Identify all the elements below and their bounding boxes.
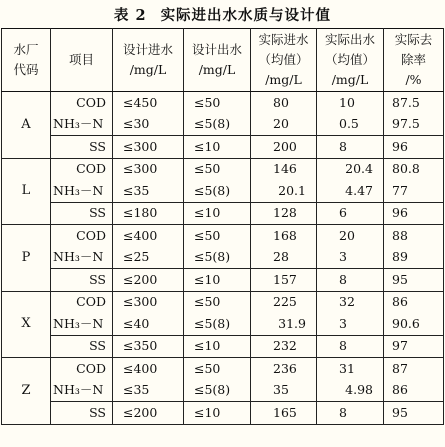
removal-rate-cell: 86 xyxy=(384,291,444,313)
design-in-cell: ≤30 xyxy=(113,114,184,136)
removal-rate-cell: 89 xyxy=(384,247,444,269)
removal-rate-cell: 86 xyxy=(384,380,444,402)
table-row xyxy=(2,402,444,425)
actual-out-cell: 3 xyxy=(317,247,384,269)
removal-rate-cell: 87 xyxy=(384,358,444,380)
table-row xyxy=(2,380,444,402)
table-row xyxy=(2,114,444,136)
table-row xyxy=(2,225,444,247)
design-out-cell: ≤50 xyxy=(184,92,251,114)
actual-in-cell: 80 xyxy=(251,92,317,114)
design-out-cell: ≤50 xyxy=(184,291,251,313)
actual-in-cell: 28 xyxy=(251,247,317,269)
table-title: 实际进出水水质与设计值 xyxy=(160,7,332,24)
header-actual-in: 实际进水 （均值） /mg/L xyxy=(251,29,317,92)
design-in-cell: ≤25 xyxy=(113,247,184,269)
actual-in-cell: 35 xyxy=(251,380,317,402)
design-out-cell: ≤5(8) xyxy=(184,247,251,269)
design-out-cell: ≤50 xyxy=(184,358,251,380)
design-out-cell: ≤5(8) xyxy=(184,380,251,402)
actual-in-cell: 165 xyxy=(251,402,317,425)
header-design-in: 设计进水 /mg/L xyxy=(113,29,184,92)
header-item: 项目 xyxy=(51,29,113,92)
item-cell: NH₃－N xyxy=(51,247,113,269)
actual-out-cell: 8 xyxy=(317,335,384,358)
item-cell: NH₃－N xyxy=(51,180,113,202)
design-in-cell: ≤200 xyxy=(113,269,184,292)
design-in-cell: ≤300 xyxy=(113,136,184,159)
actual-in-cell: 20 xyxy=(251,114,317,136)
removal-rate-cell: 77 xyxy=(384,180,444,202)
removal-rate-cell: 96 xyxy=(384,202,444,225)
actual-in-cell: 236 xyxy=(251,358,317,380)
table-row xyxy=(2,247,444,269)
design-out-cell: ≤10 xyxy=(184,202,251,225)
design-in-cell: ≤300 xyxy=(113,291,184,313)
header-actual-out: 实际出水 （均值） /mg/L xyxy=(317,29,384,92)
actual-in-cell: 146 xyxy=(251,158,317,180)
plant-code-cell: L xyxy=(2,158,51,225)
table-row xyxy=(2,358,444,380)
removal-rate-cell: 97 xyxy=(384,335,444,358)
header-plant-code: 水厂 代码 xyxy=(2,29,51,92)
actual-out-cell: 31 xyxy=(317,358,384,380)
plant-code-cell: A xyxy=(2,92,51,159)
actual-in-cell: 232 xyxy=(251,335,317,358)
design-out-cell: ≤10 xyxy=(184,335,251,358)
removal-rate-cell: 87.5 xyxy=(384,92,444,114)
table-caption xyxy=(0,4,445,25)
table-row xyxy=(2,269,444,292)
item-cell: SS xyxy=(51,136,113,159)
actual-out-cell: 8 xyxy=(317,269,384,292)
actual-in-cell: 168 xyxy=(251,225,317,247)
design-in-cell: ≤180 xyxy=(113,202,184,225)
actual-out-cell: 32 xyxy=(317,291,384,313)
actual-out-cell: 4.98 xyxy=(317,380,384,402)
actual-out-cell: 8 xyxy=(317,136,384,159)
actual-in-cell: 200 xyxy=(251,136,317,159)
table-row xyxy=(2,313,444,335)
actual-out-cell: 20 xyxy=(317,225,384,247)
design-in-cell: ≤350 xyxy=(113,335,184,358)
design-in-cell: ≤300 xyxy=(113,158,184,180)
design-out-cell: ≤5(8) xyxy=(184,313,251,335)
item-cell: NH₃－N xyxy=(51,114,113,136)
table-row xyxy=(2,291,444,313)
table-row xyxy=(2,158,444,180)
item-cell: NH₃－N xyxy=(51,313,113,335)
plant-code-cell: X xyxy=(2,291,51,358)
item-cell: SS xyxy=(51,402,113,425)
removal-rate-cell: 90.6 xyxy=(384,313,444,335)
actual-out-cell: 10 xyxy=(317,92,384,114)
design-in-cell: ≤200 xyxy=(113,402,184,425)
table-row xyxy=(2,335,444,358)
removal-rate-cell: 80.8 xyxy=(384,158,444,180)
actual-out-cell: 3 xyxy=(317,313,384,335)
header-removal-rate: 实际去 除率 /% xyxy=(384,29,444,92)
design-in-cell: ≤40 xyxy=(113,313,184,335)
design-out-cell: ≤10 xyxy=(184,136,251,159)
actual-in-cell: 157 xyxy=(251,269,317,292)
table-number: 表 2 xyxy=(113,7,147,24)
actual-out-cell: 8 xyxy=(317,402,384,425)
item-cell: NH₃－N xyxy=(51,380,113,402)
design-in-cell: ≤450 xyxy=(113,92,184,114)
item-cell: SS xyxy=(51,269,113,292)
item-cell: COD xyxy=(51,92,113,114)
design-in-cell: ≤35 xyxy=(113,180,184,202)
design-out-cell: ≤5(8) xyxy=(184,114,251,136)
design-in-cell: ≤400 xyxy=(113,225,184,247)
table-row xyxy=(2,180,444,202)
table-row xyxy=(2,136,444,159)
removal-rate-cell: 97.5 xyxy=(384,114,444,136)
item-cell: SS xyxy=(51,335,113,358)
item-cell: COD xyxy=(51,158,113,180)
item-cell: COD xyxy=(51,358,113,380)
plant-code-cell: Z xyxy=(2,358,51,425)
actual-out-cell: 4.47 xyxy=(317,180,384,202)
removal-rate-cell: 95 xyxy=(384,269,444,292)
actual-in-cell: 225 xyxy=(251,291,317,313)
table-body xyxy=(2,92,444,425)
table-row xyxy=(2,92,444,114)
actual-out-cell: 0.5 xyxy=(317,114,384,136)
actual-in-cell: 20.1 xyxy=(251,180,317,202)
actual-out-cell: 20.4 xyxy=(317,158,384,180)
design-in-cell: ≤400 xyxy=(113,358,184,380)
item-cell: SS xyxy=(51,202,113,225)
header-design-out: 设计出水 /mg/L xyxy=(184,29,251,92)
item-cell: COD xyxy=(51,225,113,247)
header-row xyxy=(2,29,444,92)
actual-out-cell: 6 xyxy=(317,202,384,225)
table-row xyxy=(2,202,444,225)
actual-in-cell: 31.9 xyxy=(251,313,317,335)
item-cell: COD xyxy=(51,291,113,313)
removal-rate-cell: 96 xyxy=(384,136,444,159)
plant-code-cell: P xyxy=(2,225,51,292)
design-out-cell: ≤10 xyxy=(184,402,251,425)
design-out-cell: ≤5(8) xyxy=(184,180,251,202)
design-out-cell: ≤50 xyxy=(184,225,251,247)
design-out-cell: ≤50 xyxy=(184,158,251,180)
design-in-cell: ≤35 xyxy=(113,380,184,402)
removal-rate-cell: 95 xyxy=(384,402,444,425)
water-quality-table xyxy=(1,28,444,425)
design-out-cell: ≤10 xyxy=(184,269,251,292)
actual-in-cell: 128 xyxy=(251,202,317,225)
removal-rate-cell: 88 xyxy=(384,225,444,247)
